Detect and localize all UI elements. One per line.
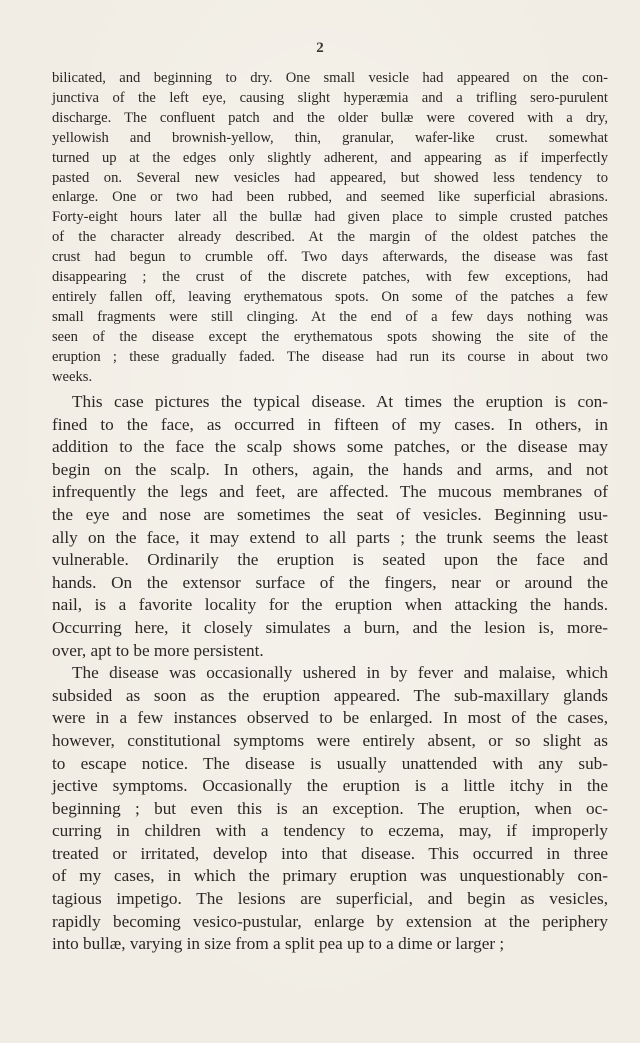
text-line: eruption ; these gradually faded. The disease had run its course in about two xyxy=(52,348,608,365)
text-line: rapidly becoming vesico-pustular, enlarge by extension at the periphery xyxy=(52,911,608,931)
text-line: the eye and nose are sometimes the seat of vesicles. Beginning usu- xyxy=(52,504,608,524)
text-line: jective symptoms. Occasionally the eruption is a little itchy in the xyxy=(52,776,608,796)
text-line: Occurring here, it closely simulates a burn, and the lesion is, more- xyxy=(52,617,608,637)
text-line: tagious impetigo. The lesions are superficial, and begin as vesicles, xyxy=(52,889,608,909)
text-line: curring in children with a tendency to eczema, may, if improperly xyxy=(52,821,608,841)
text-line: infrequently the legs and feet, are affected. The mucous membranes of xyxy=(52,482,608,502)
text-line: treated or irritated, develop into that disease. This occurred in three xyxy=(52,843,608,863)
text-line: bilicated, and beginning to dry. One small vesicle had appeared on the con- xyxy=(52,70,608,86)
text-line: hands. On the extensor surface of the fingers, near or around the xyxy=(52,572,608,592)
text-line: entirely fallen off, leaving erythematous spots. On some of the patches a few xyxy=(52,288,608,305)
text-line: disappearing ; the crust of the discrete patches, with few exceptions, had xyxy=(52,269,608,286)
text-line: however, constitutional symptoms were entirely absent, or so slight as xyxy=(52,730,608,750)
text-line: addition to the face the scalp shows some patches, or the disease may xyxy=(52,437,608,457)
text-line: were in a few instances observed to be enlarged. In most of the cases, xyxy=(52,708,608,728)
text-line: seen of the disease except the erythematous spots showing the site of the xyxy=(52,328,608,345)
text-line: subsided as soon as the eruption appeared. The sub-maxillary glands xyxy=(52,685,608,705)
text-line: over, apt to be more persistent. xyxy=(52,640,264,660)
page-number: 2 xyxy=(316,40,324,56)
text-line: crust had begun to crumble off. Two days afterwards, the disease was fast xyxy=(52,249,608,266)
text-line: fined to the face, as occurred in fifteen of my cases. In others, in xyxy=(52,414,608,434)
text-line: pasted on. Several new vesicles had appeared, but showed less tendency to xyxy=(52,169,608,186)
text-line: begin on the scalp. In others, again, the hands and arms, and not xyxy=(52,459,608,479)
text-line: ally on the face, it may extend to all parts ; the trunk seems the least xyxy=(52,527,608,547)
text-line: to escape notice. The disease is usually unattended with any sub- xyxy=(52,753,608,773)
text-line: into bullæ, varying in size from a split pea up to a dime or larger ; xyxy=(52,934,505,954)
text-line: Forty-eight hours later all the bullæ had given place to simple crusted patches xyxy=(52,209,608,226)
case-description-paragraph xyxy=(52,69,608,388)
text-line: yellowish and brownish-yellow, thin, granular, wafer-like crust. somewhat xyxy=(52,129,608,146)
text-line: This case pictures the typical disease. At times the eruption is con- xyxy=(72,392,608,411)
text-line: of the character already described. At the margin of the oldest patches the xyxy=(52,229,608,246)
text-line: weeks. xyxy=(52,368,93,385)
text-line: The disease was occasionally ushered in by fever and malaise, which xyxy=(72,663,608,683)
text-line: of my cases, in which the primary eruption was unquestionably con- xyxy=(52,866,608,886)
text-line: junctiva of the left eye, causing slight hyperæmia and a trifling sero-purulent xyxy=(52,89,608,106)
text-line: turned up at the edges only slightly adherent, and appearing as if imperfectly xyxy=(52,149,608,166)
text-line: vulnerable. Ordinarily the eruption is seated upon the face and xyxy=(52,550,608,570)
text-line: beginning ; but even this is an exception. The eruption, when oc- xyxy=(52,798,608,818)
text-line: small fragments were still clinging. At the end of a few days nothing was xyxy=(52,308,608,325)
text-line: discharge. The confluent patch and the older bullæ were covered with a dry, xyxy=(52,109,608,126)
main-text xyxy=(52,391,608,956)
text-line: nail, is a favorite locality for the eruption when attacking the hands. xyxy=(52,595,608,615)
text-line: enlarge. One or two had been rubbed, and seemed like superficial abrasions. xyxy=(52,189,608,206)
